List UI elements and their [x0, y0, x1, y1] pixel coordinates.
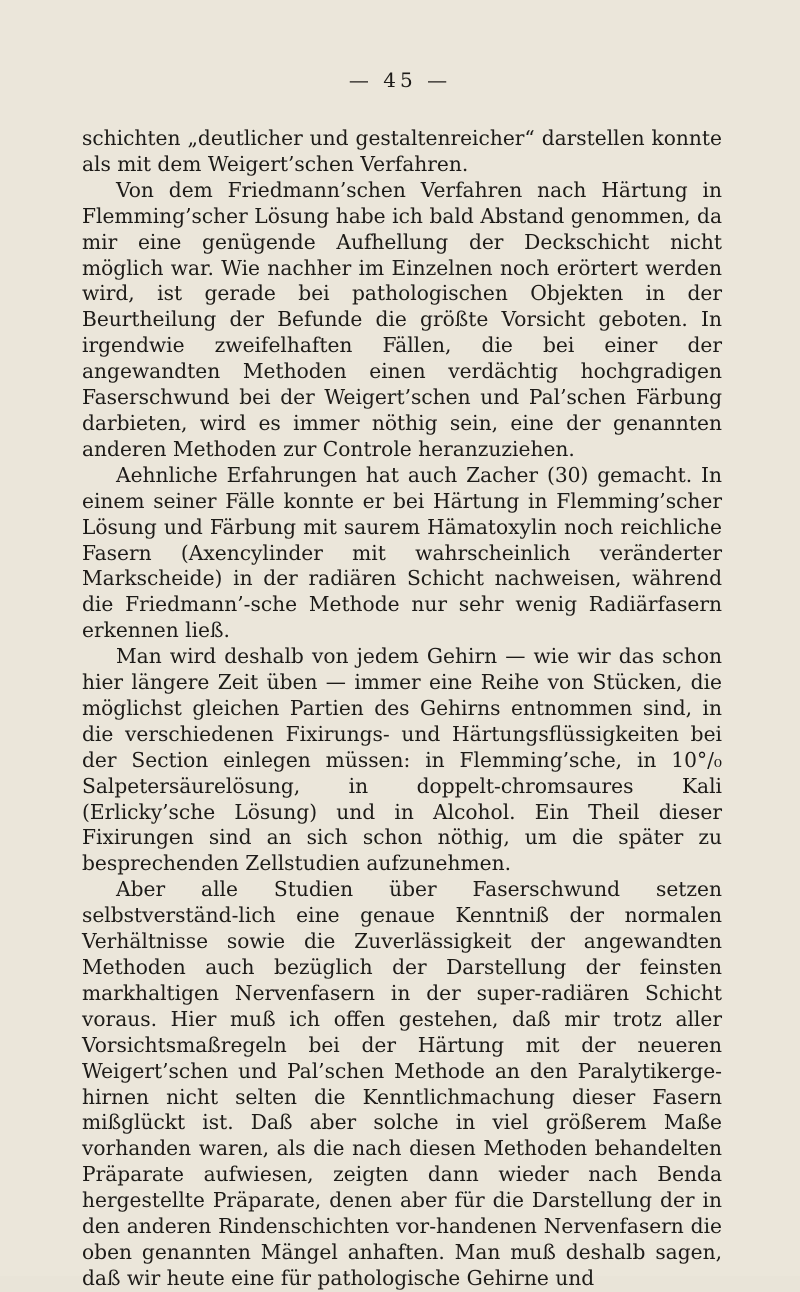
paragraph-4: Man wird deshalb von jedem Gehirn — wie wir das schon hier längere Zeit üben — immer eine Reihe von Stücken, die möglichst gleichen Partien des Gehirns entnommen sind, in die verschiedenen Fixirungs- und Härtungsflüssigkeiten bei der Section einlegen müssen: in Flemming’sche, in 10°/₀ Salpetersäurelösung, in doppelt-chromsaures Kali (Erlicky’sche Lösung) und in Alcohol. Ein Theil dieser Fixirungen sind an sich schon nöthig, um die später zu besprechenden Zellstudien aufzunehmen. [82, 644, 722, 876]
page-number: — 45 — [348, 68, 452, 92]
paragraph-1: schichten „deutlicher und gestaltenreicher“ darstellen konnte als mit dem Weigert’schen Verfahren. [82, 126, 722, 176]
paragraph-2: Von dem Friedmann’schen Verfahren nach Härtung in Flemming’scher Lösung habe ich bald Abstand genommen, da mir eine genügende Aufhellung der Deckschicht nicht möglich war. Wie nachher im Einzelnen noch erörtert werden wird, ist gerade bei pathologischen Objekten in der Beurtheilung der Befunde die größte Vorsicht geboten. In irgendwie zweifelhaften Fällen, die bei einer der angewandten Methoden einen verdächtig hochgradigen Faserschwund bei der Weigert’schen und Pal’schen Färbung darbieten, wird es immer nöthig sein, eine der genannten anderen Methoden zur Controle heranzuziehen. [82, 177, 722, 461]
paragraph-3: Aehnliche Erfahrungen hat auch Zacher (30) gemacht. In einem seiner Fälle konnte er bei Härtung in Flemming’scher Lösung und Färbung mit saurem Hämatoxylin noch reichliche Fasern (Axencylinder mit wahrscheinlich veränderter Markscheide) in der radiären Schicht nachweisen, während die Friedmann’-sche Methode nur sehr wenig Radiärfasern erkennen ließ. [82, 462, 722, 643]
paragraph-5: Aber alle Studien über Faserschwund setzen selbstverständ-lich eine genaue Kenntniß der normalen Verhältnisse sowie die Zuverlässigkeit der angewandten Methoden auch bezüglich der Darstellung der feinsten markhaltigen Nervenfasern in der super-radiären Schicht voraus. Hier muß ich offen gestehen, daß mir trotz aller Vorsichtsmaßregeln bei der Härtung mit der neueren Weigert’schen und Pal’schen Methode an den Paralytikerge-hirnen nicht selten die Kenntlichmachung dieser Fasern mißglückt ist. Daß aber solche in viel größerem Maße vorhanden waren, als die nach diesen Methoden behandelten Präparate aufwiesen, zeigten dann wieder nach Benda hergestellte Präparate, denen aber für die Darstellung der in den anderen Rindenschichten vor-handenen Nervenfasern die oben genannten Mängel anhaften. Man muß deshalb sagen, daß wir heute eine für pathologische Gehirne und [82, 877, 722, 1290]
body-text [82, 126, 722, 1292]
